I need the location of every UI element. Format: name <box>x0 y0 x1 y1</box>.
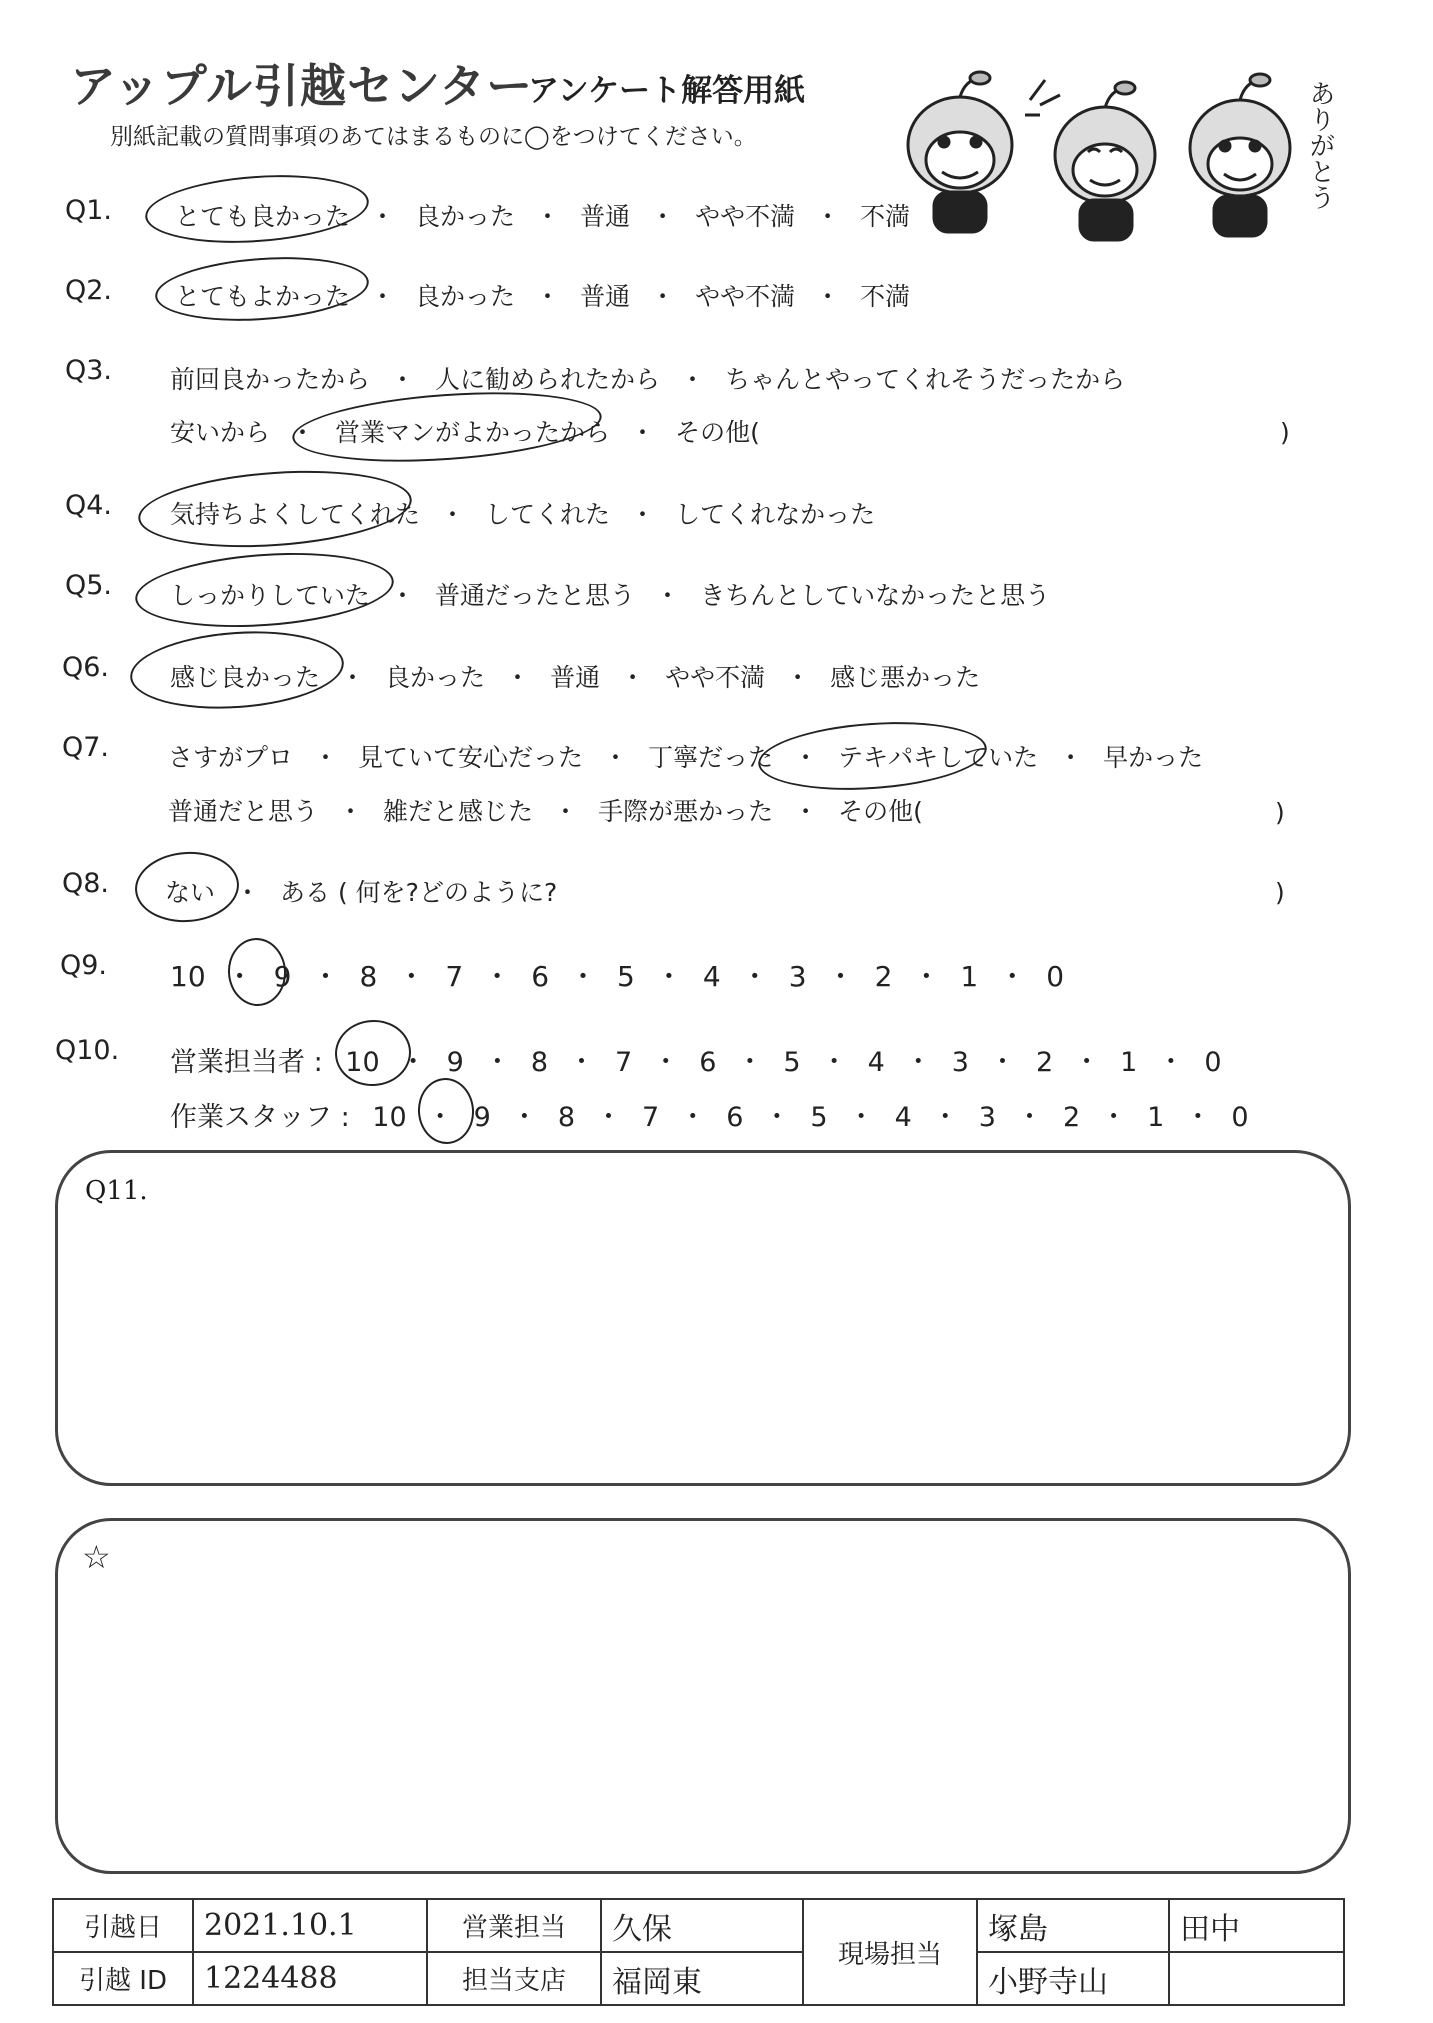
move-info-table <box>52 1898 1345 2006</box>
q8-option[interactable]: ある ( 何を?どのように? <box>280 878 558 907</box>
q3-selection-circle <box>290 383 604 470</box>
q10-staff-score[interactable]: 4 <box>894 1102 912 1133</box>
q10-sales-score[interactable]: 0 <box>1204 1047 1222 1078</box>
brand-title: アップル引越センター <box>70 59 534 113</box>
instruction-text: 別紙記載の質問事項のあてはまるものに◯をつけてください。 <box>110 124 757 150</box>
q10-staff-score[interactable]: 7 <box>642 1102 660 1133</box>
q8-close-paren: ) <box>1275 878 1285 907</box>
q4-option[interactable]: してくれなかった <box>675 500 876 529</box>
q7-option[interactable]: 丁寧だった <box>648 743 774 772</box>
q11-label: Q11. <box>85 1176 148 1206</box>
q7-selection-circle <box>756 715 989 797</box>
q10-sales-score[interactable]: 4 <box>867 1047 885 1078</box>
q9-scale: 10 ・ 9 ・ 8 ・ 7 ・ 6 ・ 5 ・ 4 ・ 3 ・ 2 ・ 1 ・ 0 <box>170 960 1065 993</box>
q10-row-name: 作業スタッフ : <box>170 1102 350 1133</box>
free-comment-box[interactable] <box>55 1518 1351 1874</box>
q2-options: とてもよかった ・ 良かった ・ 普通 ・ やや不満 ・ 不満 <box>175 282 911 311</box>
q2-selection-circle <box>153 251 371 328</box>
form-subtitle: アンケート解答用紙 <box>528 73 806 109</box>
q9-score[interactable]: 3 <box>788 960 807 993</box>
q8-option[interactable]: ない <box>165 878 216 907</box>
q9-score[interactable]: 8 <box>359 960 378 993</box>
q10-row-name: 営業担当者 : <box>170 1047 323 1078</box>
q10-staff-score[interactable]: 9 <box>473 1102 491 1133</box>
q1-option[interactable]: 良かった <box>415 202 516 231</box>
q5-option[interactable]: きちんとしていなかったと思う <box>700 581 1051 610</box>
q10-staff-score[interactable]: 2 <box>1062 1102 1081 1133</box>
q6-option[interactable]: 良かった <box>385 663 486 692</box>
q3-label: Q3. <box>65 355 113 386</box>
site-staff-3[interactable]: 小野寺山 <box>977 1952 1169 2005</box>
q4-label: Q4. <box>65 490 113 521</box>
q6-label: Q6. <box>62 652 110 683</box>
q3-line1: 前回良かったから ・ 人に勧められたから ・ ちゃんとやってくれそうだったから <box>170 365 1126 394</box>
q1-label: Q1. <box>65 195 113 226</box>
q2-option[interactable]: とてもよかった <box>175 282 351 311</box>
q10-sales-score[interactable]: 6 <box>699 1047 717 1078</box>
move-date-label: 引越日 <box>53 1899 193 1952</box>
q8-selection-circle <box>133 848 242 925</box>
q9-score[interactable]: 6 <box>531 960 550 993</box>
q1-option[interactable]: 普通 <box>580 202 631 231</box>
q10-staff-score[interactable]: 10 <box>372 1102 407 1133</box>
q10-sales-score[interactable]: 8 <box>530 1047 549 1078</box>
q9-label: Q9. <box>60 950 108 981</box>
q9-selection-circle <box>226 936 289 1008</box>
q9-score[interactable]: 5 <box>617 960 635 993</box>
q3-option[interactable]: 人に勧められたから <box>435 365 661 394</box>
q6-option[interactable]: やや不満 <box>665 663 766 692</box>
q3-line2: 安いから ・ 営業マンがよかったから ・ その他( <box>170 418 760 447</box>
q10-staff-score[interactable]: 1 <box>1147 1102 1165 1133</box>
move-id-value[interactable]: 1224488 <box>193 1952 427 2005</box>
q7-close-paren: ) <box>1275 798 1285 827</box>
q4-selection-circle <box>136 463 414 556</box>
sales-label: 営業担当 <box>427 1899 601 1952</box>
move-id-label: 引越 ID <box>53 1952 193 2005</box>
q6-option[interactable]: 普通 <box>550 663 601 692</box>
q10-sales-row: 営業担当者 : 10 ・ 9 ・ 8 ・ 7 ・ 6 ・ 5 ・ 4 ・ 3 ・ 2 ・ 1 ・ 0 <box>170 1047 1222 1078</box>
q7-option[interactable]: さすがプロ <box>168 743 294 772</box>
site-label: 現場担当 <box>803 1899 977 2005</box>
thanks-text: ありがとう <box>1305 80 1335 210</box>
site-staff-2[interactable]: 田中 <box>1169 1899 1344 1952</box>
q7-option[interactable]: その他( <box>838 797 923 826</box>
q9-score[interactable]: 4 <box>702 960 721 993</box>
q2-option[interactable]: 普通 <box>580 282 631 311</box>
q1-selection-circle <box>143 168 371 249</box>
q3-option[interactable]: 営業マンがよかったから <box>335 418 611 447</box>
mascot-illustration <box>880 60 1340 250</box>
q10-sales-score[interactable]: 7 <box>615 1047 633 1078</box>
q7-label: Q7. <box>62 732 110 763</box>
star-icon: ☆ <box>82 1538 111 1576</box>
q10-staff-score[interactable]: 6 <box>726 1102 744 1133</box>
q1-option[interactable]: 不満 <box>860 202 911 231</box>
q10-sales-score[interactable]: 2 <box>1035 1047 1054 1078</box>
q5-option[interactable]: しっかりしていた <box>170 581 371 610</box>
q7-option[interactable]: 雑だと感じた <box>383 797 534 826</box>
q4-option[interactable]: してくれた <box>485 500 611 529</box>
q3-close-paren: ) <box>1280 418 1290 447</box>
q3-option[interactable]: その他( <box>675 418 760 447</box>
q1-option[interactable]: とても良かった <box>175 202 351 231</box>
q9-score[interactable]: 1 <box>960 960 979 993</box>
q7-option[interactable]: 見ていて安心だった <box>358 743 584 772</box>
q10-sales-score[interactable]: 1 <box>1120 1047 1138 1078</box>
q1-option[interactable]: やや不満 <box>695 202 796 231</box>
q7-option[interactable]: 早かった <box>1103 743 1204 772</box>
q9-score[interactable]: 9 <box>273 960 292 993</box>
q5-options: しっかりしていた ・ 普通だったと思う ・ きちんとしていなかったと思う <box>170 581 1051 610</box>
q9-score[interactable]: 10 <box>170 960 206 993</box>
q10-sales-score[interactable]: 5 <box>783 1047 801 1078</box>
q6-option[interactable]: 感じ良かった <box>170 663 321 692</box>
q10-sales-score[interactable]: 9 <box>446 1047 464 1078</box>
q7-option[interactable]: 手際が悪かった <box>598 797 774 826</box>
q10-staff-score[interactable]: 3 <box>978 1102 996 1133</box>
q5-selection-circle <box>133 545 396 635</box>
q10-sales-score[interactable]: 3 <box>951 1047 969 1078</box>
q7-option[interactable]: テキパキしていた <box>838 743 1039 772</box>
q7-option[interactable]: 普通だと思う <box>168 797 319 826</box>
q3-option[interactable]: 安いから <box>170 418 271 447</box>
q5-option[interactable]: 普通だったと思う <box>435 581 636 610</box>
site-staff-1[interactable]: 塚島 <box>977 1899 1169 1952</box>
q10-staff-score[interactable]: 0 <box>1231 1102 1249 1133</box>
q8-options: ない ・ ある ( 何を?どのように? <box>165 878 558 907</box>
q9-score[interactable]: 0 <box>1046 960 1065 993</box>
site-staff-empty[interactable] <box>1169 1952 1344 2005</box>
q2-option[interactable]: やや不満 <box>695 282 796 311</box>
q5-label: Q5. <box>65 570 113 601</box>
q10-staff-score[interactable]: 5 <box>810 1102 828 1133</box>
sales-person-value[interactable]: 久保 <box>601 1899 803 1952</box>
q7-line1: さすがプロ ・ 見ていて安心だった ・ 丁寧だった ・ テキパキしていた ・ 早かった <box>168 743 1204 772</box>
q10-staff-row: 作業スタッフ : 10 ・ 9 ・ 8 ・ 7 ・ 6 ・ 5 ・ 4 ・ 3 ・ 2 ・ 1 ・ 0 <box>170 1102 1249 1133</box>
q4-options: 気持ちよくしてくれた ・ してくれた ・ してくれなかった <box>170 500 876 529</box>
q9-score[interactable]: 2 <box>874 960 893 993</box>
branch-value[interactable]: 福岡東 <box>601 1952 803 2005</box>
move-date-value[interactable]: 2021.10.1 <box>193 1899 427 1952</box>
q3-option[interactable]: ちゃんとやってくれそうだったから <box>725 365 1126 394</box>
q10-sales-score[interactable]: 10 <box>345 1047 380 1078</box>
q7-line2: 普通だと思う ・ 雑だと感じた ・ 手際が悪かった ・ その他( <box>168 797 923 826</box>
q10-label: Q10. <box>55 1035 120 1066</box>
q3-option[interactable]: 前回良かったから <box>170 365 371 394</box>
q2-option[interactable]: 不満 <box>860 282 911 311</box>
q6-options: 感じ良かった ・ 良かった ・ 普通 ・ やや不満 ・ 感じ悪かった <box>170 663 981 692</box>
q4-option[interactable]: 気持ちよくしてくれた <box>170 500 421 529</box>
q10-staff-score[interactable]: 8 <box>557 1102 576 1133</box>
q8-label: Q8. <box>62 868 110 899</box>
q2-label: Q2. <box>65 275 113 306</box>
q10-staff-selection-circle <box>416 1076 476 1146</box>
q11-comment-box[interactable] <box>55 1150 1351 1486</box>
branch-label: 担当支店 <box>427 1952 601 2005</box>
q6-option[interactable]: 感じ悪かった <box>830 663 981 692</box>
q9-score[interactable]: 7 <box>445 960 464 993</box>
q6-selection-circle <box>128 625 347 716</box>
q2-option[interactable]: 良かった <box>415 282 516 311</box>
q1-options: とても良かった ・ 良かった ・ 普通 ・ やや不満 ・ 不満 <box>175 202 911 231</box>
